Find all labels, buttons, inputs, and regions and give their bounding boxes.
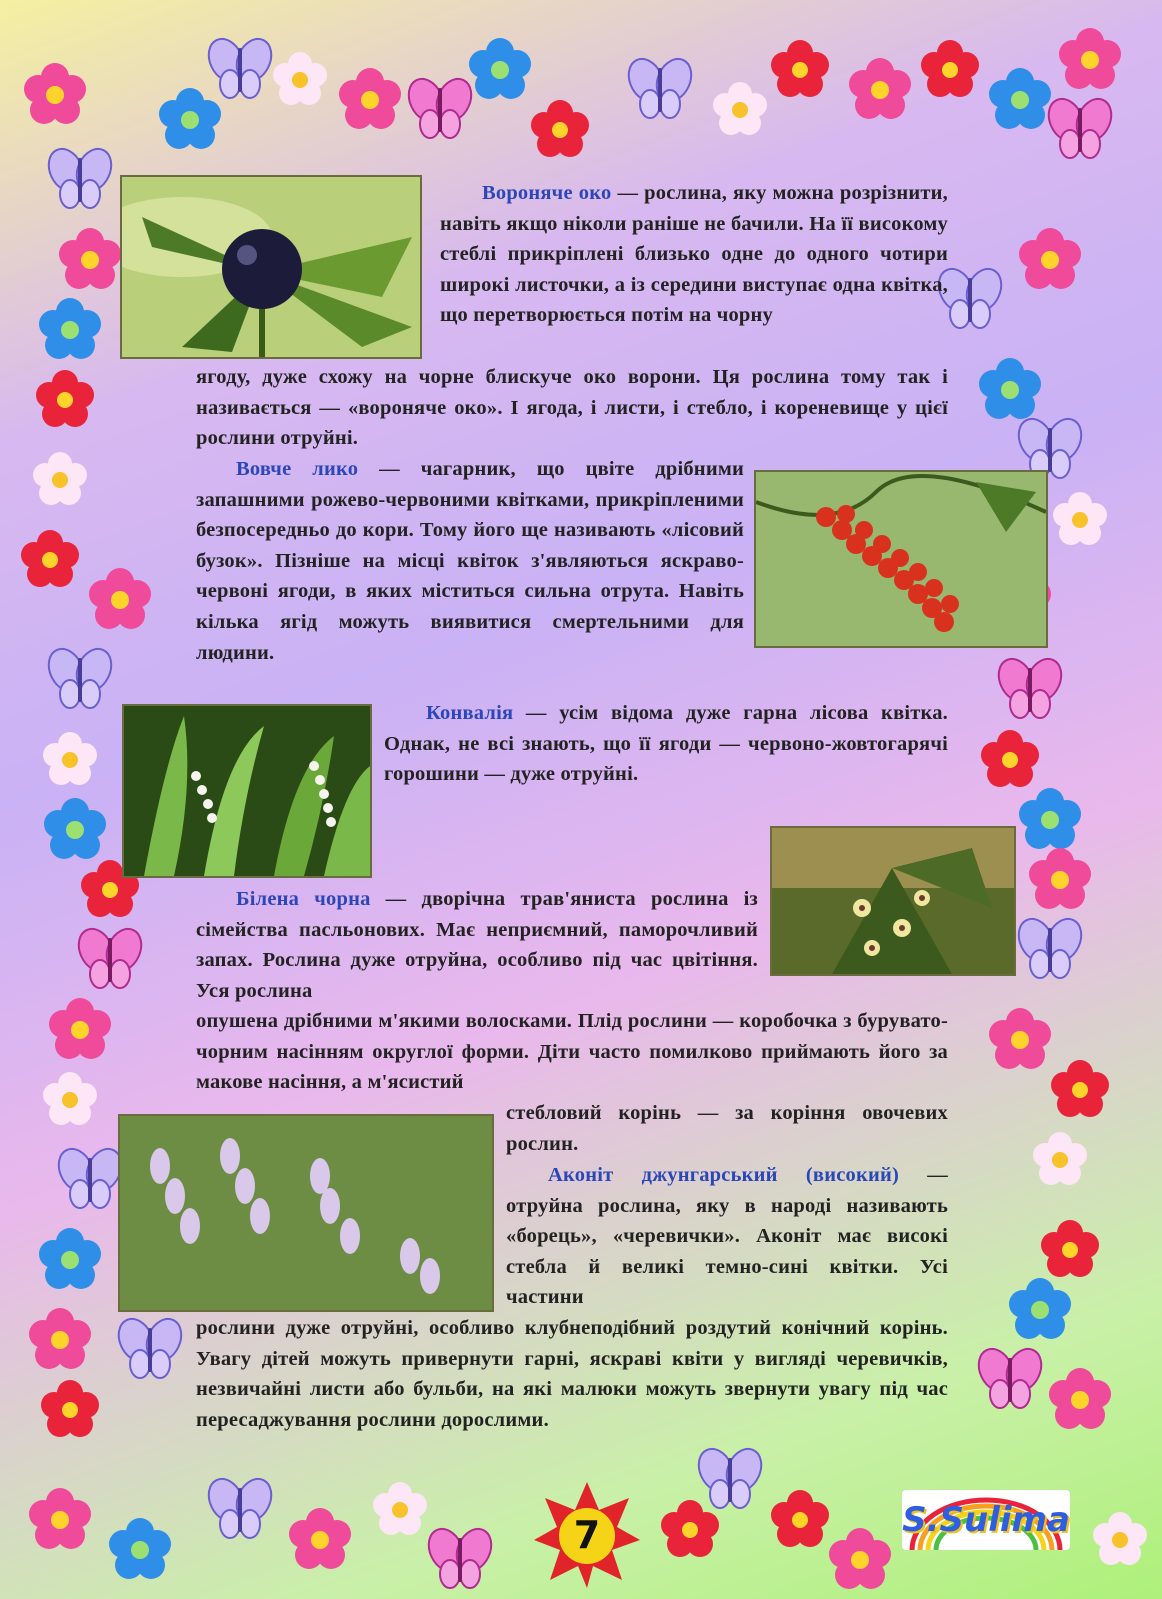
content-area bbox=[118, 170, 952, 1490]
term-vovche-lyko: Вовче лико bbox=[236, 458, 359, 480]
term-voronyache-oko: Вороняче око bbox=[482, 182, 612, 204]
logo-text: S.Sulima bbox=[902, 1500, 1070, 1540]
section-text: — отруйна рослина, яку в народі називають «борець», «черевички». Аконіт має високі стебла й великі темно-сині квітки. Усі частини bbox=[506, 1164, 948, 1309]
voronyache-oko-photo bbox=[120, 175, 422, 359]
section-konvaliia bbox=[384, 698, 948, 790]
section-text: — чагарник, що цвіте дрібними запашними рожево-червоними квітками, прикріпленими безпосередньо до кори. Тому його ще називають «лісовий бузок». Пізніше на місці квіток з'являються яскраво-червоні ягоди, в яких міститься сильна отрута. Навіть кілька ягід можуть виявитися смертельними для людини. bbox=[196, 458, 745, 664]
akonit-photo bbox=[118, 1114, 494, 1312]
vovche-lyko-photo bbox=[754, 470, 1048, 648]
term-bilena: Білена чорна bbox=[236, 888, 371, 910]
term-akonit: Аконіт джунгарський (високий) bbox=[548, 1164, 900, 1186]
section-text: — усім відома дуже гарна лісова квітка. Однак, не всі знають, що її ягоди — червоно-жовтогарячі горошини — дуже отруйні. bbox=[384, 702, 948, 786]
section-bilena-middle bbox=[196, 1006, 948, 1098]
section-akonit-bottom bbox=[196, 1313, 948, 1435]
section-voronyache-oko-bottom bbox=[196, 362, 948, 454]
section-text: — дворічна трав'яниста рослина із сімейства пасльонових. Має неприємний, паморочливий запах. Рослина дуже отруйна, особливо під час цвітіння. Уся рослина bbox=[196, 888, 758, 1002]
section-text: рослини дуже отруйні, особливо клубнеподібний роздутий конічний корінь. Увагу дітей можуть привернути гарні, яскраві квіти у вигляді черевичків, незвичайні листи або бульби, на які малюки можуть звернути увагу під час пересаджування рослини дорослими. bbox=[196, 1317, 948, 1431]
konvaliia-photo bbox=[122, 704, 372, 878]
section-akonit-top bbox=[506, 1160, 948, 1313]
term-konvaliia: Конвалія bbox=[426, 702, 514, 724]
section-bilena-bottom bbox=[506, 1098, 948, 1159]
section-text: стебловий корінь — за коріння овочевих рослин. bbox=[506, 1102, 948, 1155]
section-text: опушена дрібними м'якими волосками. Плід рослини — коробочка з бурувато-чорним насінням округлої форми. Діти часто помилково приймають його за макове насіння, а м'ясистий bbox=[196, 1010, 948, 1094]
section-text: ягоду, дуже схожу на чорне блискуче око ворони. Ця рослина тому так і називається — «вороняче око». І ягода, і листи, і стебло, і кореневище у цієї рослини отруйні. bbox=[196, 366, 948, 450]
page-number: 7 bbox=[573, 1513, 601, 1557]
bilena-photo bbox=[770, 826, 1016, 976]
section-bilena-top bbox=[196, 884, 758, 1006]
section-text: — рослина, яку можна розрізнити, навіть якщо ніколи раніше не бачили. На її високому стеблі прикріплені близько одне до одного чотири широкі листочки, а із середини виступає одна квітка, що перетворюється потім на чорну bbox=[440, 182, 948, 327]
author-logo bbox=[902, 1490, 1070, 1550]
section-vovche-lyko bbox=[196, 454, 744, 668]
section-voronyache-oko-top bbox=[440, 178, 948, 331]
